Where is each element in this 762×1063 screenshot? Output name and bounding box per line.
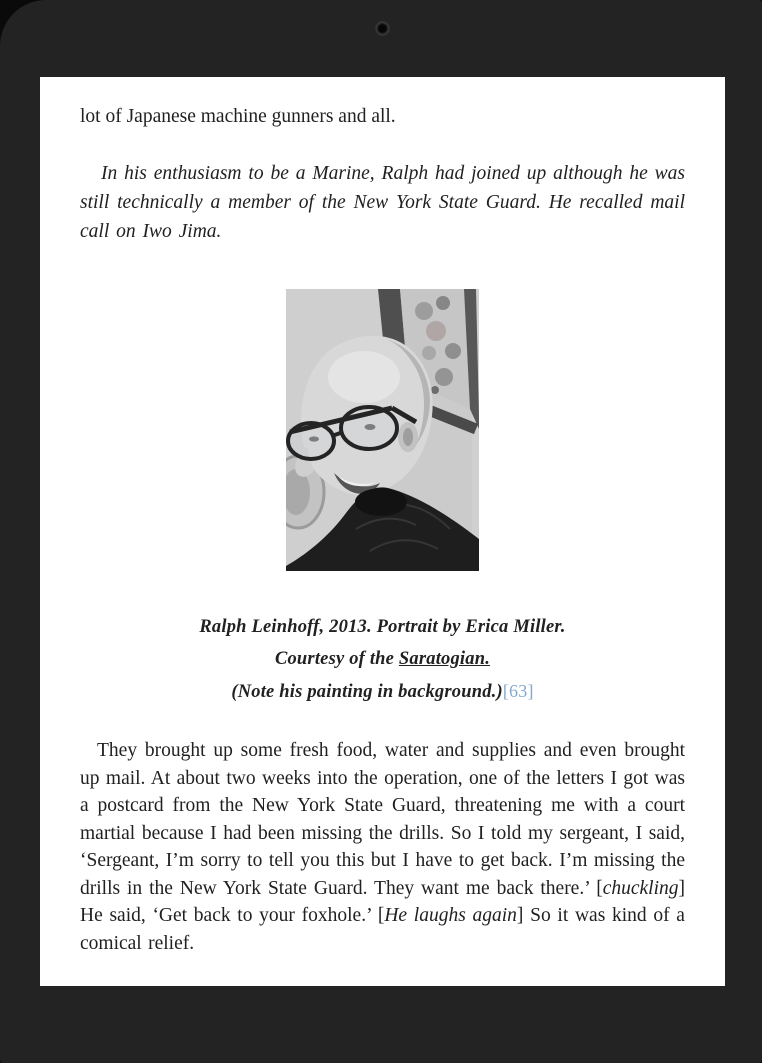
front-camera-icon xyxy=(375,21,390,36)
text-segment: ] So it was kind of a comical relief. xyxy=(80,905,685,954)
paragraph-lead: lot of Japanese machine gunners and all. xyxy=(80,106,396,127)
portrait-photo xyxy=(286,289,479,571)
ebook-page xyxy=(40,77,725,986)
text-segment: chuckling xyxy=(602,877,679,899)
paragraph-body xyxy=(80,737,685,957)
caption-publication-name: Saratogian. xyxy=(398,649,491,669)
footnote-link-63[interactable]: [63] xyxy=(502,681,534,701)
paragraph-narrator: In his enthusiasm to be a Marine, Ralph had joined up although he was still technically a member of the New York State Guard. He recalled mail call on Iwo Jima. xyxy=(80,163,685,242)
text-segment: He laughs again xyxy=(384,905,517,926)
text-segment: ] He said, ‘Get back to your foxhole.’ [ xyxy=(80,877,685,926)
text-segment: They brought up some fresh food, water and supplies and even brought up mail. At about two weeks into the operation, one of the letters I got was a postcard from the New York State Guard, threatening me with a court martial because I had been missing the drills. So I told my sergeant, I said, ‘Sergeant, I’m sorry to tell you this but I have to get back. I’m missing the drills in the New York State Guard. They want me back there.’ [ xyxy=(80,740,685,899)
caption-line-2 xyxy=(80,643,685,675)
caption-text-2: Courtesy of the xyxy=(274,649,399,669)
photo-caption xyxy=(80,611,685,708)
caption-text-3: (Note his painting in background.) xyxy=(231,682,503,702)
caption-line-3 xyxy=(80,675,685,708)
caption-text-1: Ralph Leinhoff, 2013. Portrait by Erica Miller. xyxy=(199,617,566,637)
portrait-photo-graphic xyxy=(286,289,479,571)
caption-line-1 xyxy=(80,611,685,643)
